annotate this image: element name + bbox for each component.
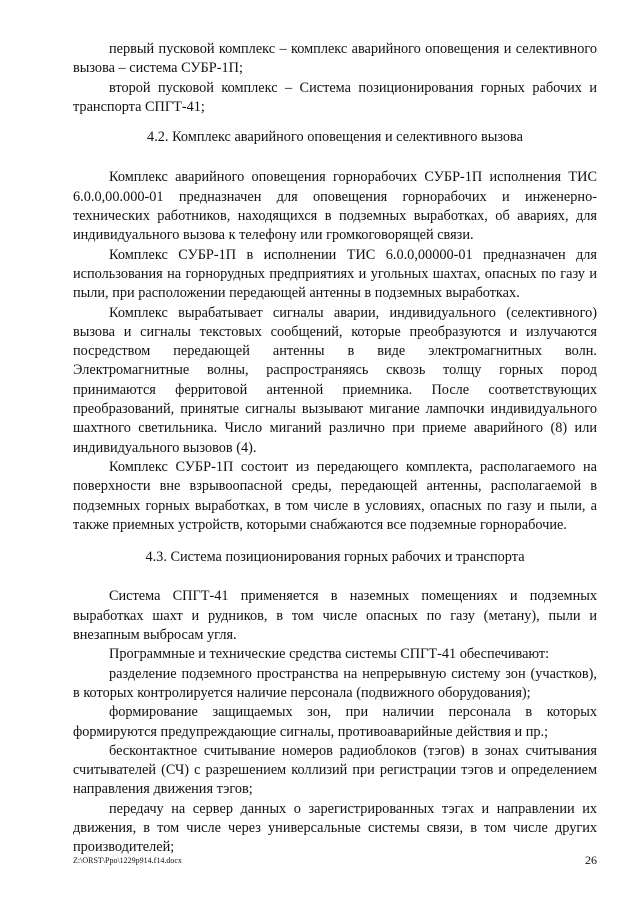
section-4-3-list-item-4: передачу на сервер данных о зарегистрированных тэгах и направлении их движения, в том числе через универсальные системы связи, в том числе других производителей; <box>73 800 597 856</box>
section-4-2-paragraph-2: Комплекс СУБР-1П в исполнении ТИС 6.0.0,00000-01 предназначен для использования на горнорудных предприятиях и угольных шахтах, опасных по газу и пыли, при расположении передающей антенны в подземных выработках. <box>73 246 597 302</box>
intro-paragraph-1: первый пусковой комплекс – комплекс аварийного оповещения и селективного вызова – система СУБР-1П; <box>73 41 597 77</box>
section-4-3-list-item-3: бесконтактное считывание номеров радиоблоков (тэгов) в зонах считывания считывателей (СЧ) с разрешением коллизий при регистрации тэгов и определением направления движения тэгов; <box>73 742 597 798</box>
intro-paragraph-2: второй пусковой комплекс – Система позиционирования горных рабочих и транспорта СПГТ-41; <box>73 79 597 115</box>
section-4-2-heading: 4.2. Комплекс аварийного оповещения и селективного вызова <box>147 129 523 146</box>
page-body <box>73 40 597 858</box>
section-4-3-heading: 4.3. Система позиционирования горных рабочих и транспорта <box>145 549 525 566</box>
page-number: 26 <box>585 853 597 867</box>
section-4-3-paragraph-1: Система СПГТ-41 применяется в наземных помещениях и подземных выработках шахт и рудников, в том числе опасных по газу (метану), пыли и внезапным выбросам угля. <box>73 588 597 644</box>
section-4-2-paragraph-4: Комплекс СУБР-1П состоит из передающего комплекта, располагаемого на поверхности вне взрывоопасной среды, передающей антенны, располагаемой в подземных горных выработках, в том числе в условиях, опасных по газу и пыли, а также приемных устройств, которыми снабжаются все подземные горнорабочие. <box>73 458 597 533</box>
footer-file-path: Z:\ORST\Ppo\1229p914.f14.docx <box>73 856 182 865</box>
section-4-3-paragraph-2: Программные и технические средства системы СПГТ-41 обеспечивают: <box>109 646 550 663</box>
section-4-3-list-item-2: формирование защищаемых зон, при наличии персонала в которых формируются предупреждающие сигналы, противоаварийные действия и пр.; <box>73 704 597 740</box>
section-4-2-paragraph-1: Комплекс аварийного оповещения горнорабочих СУБР-1П исполнения ТИС 6.0.0,00.000-01 предназначен для оповещения горнорабочих и инженерно-технических работников, находящихся в подземных выработках, об авариях, для индивидуального вызова к телефону или громкоговорящей связи. <box>73 169 597 244</box>
section-4-2-paragraph-3: Комплекс вырабатывает сигналы аварии, индивидуального (селективного) вызова и сигналы текстовых сообщений, которые преобразуются и излучаются посредством передающей антенны в виде электромагнитных волн. Электромагнитные волны, распространяясь сквозь толщу горных пород принимаются ферритовой антенной приемника. После соответствующих преобразований, принятые сигналы вызывают мигание лампочки индивидуального шахтного светильника. Число миганий различно при приеме аварийного (8) или индивидуального вызовов (4). <box>73 304 597 456</box>
section-4-3-list-item-1: разделение подземного пространства на непрерывную систему зон (участков), в которых контролируется наличие персонала (подвижного оборудования); <box>73 665 597 701</box>
